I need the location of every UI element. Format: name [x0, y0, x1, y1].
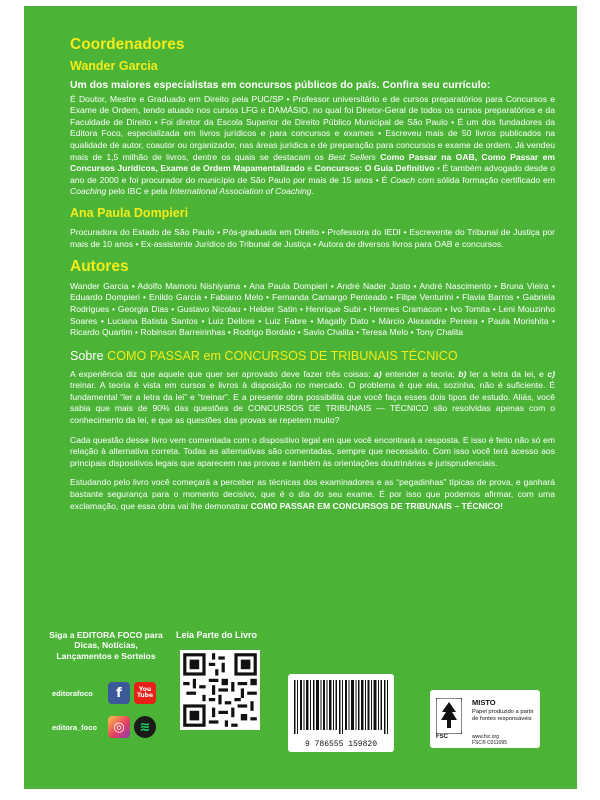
footer: [46, 630, 536, 770]
ana-bio: Procuradora do Estado de São Paulo • Pós-graduada em Direito • Professora do IEDI • Escrevente do Tribunal de Justiça por mais de 10 anos • Ex-assistente Jurídico do Tribunal de Justiça • Autora de diversos livros para OAB e concursos.: [70, 226, 555, 249]
facebook-handle: editorafoco: [52, 688, 93, 698]
follow-label: Siga a EDITORA FOCO para Dicas, Notícias, Lançamentos e Sorteios: [49, 630, 163, 661]
facebook-row[interactable]: [52, 682, 172, 704]
sobre-heading: Sobre COMO PASSAR em CONCURSOS DE TRIBUNAIS TÉCNICO: [70, 348, 458, 363]
qr-code-graphic: [180, 650, 260, 730]
wander-name: Wander Garcia: [70, 58, 158, 73]
fsc-seal: [430, 690, 540, 748]
instagram-handle: editora_foco: [52, 722, 98, 732]
barcode: [288, 674, 394, 752]
autores-heading: Autores: [70, 258, 129, 276]
sobre-paragraph-3: Estudando pelo livro você começará a perceber as técnicas dos examinadores e as “pegadinhas” típicas de prova, e ganhará bastante segurança para o momento decisivo, que é o dia do seu exame. É por isso que podemos afirmar, com uma exclamação, que essa obra vai lhe demonstrar COMO PASSAR EM CONCURSOS DE TRIBUNAIS – TÉCNICO!: [70, 477, 555, 511]
youtube-icon[interactable]: You Tube: [134, 682, 156, 704]
fsc-text: Papel produzido a partir de fontes responsáveis: [472, 709, 534, 723]
ana-name: Ana Paula Dompieri: [70, 205, 189, 220]
qr-code[interactable]: [180, 650, 260, 730]
instagram-icon[interactable]: ◎: [108, 716, 130, 738]
wander-bio: É Doutor, Mestre e Graduado em Direito pela PUC/SP • Professor universitário e de cursos preparatórios para Concursos e Exame de Ordem, tendo atuado nos cursos LFG e DAMÁSIO, no qual foi Diretor-Geral de todos os cursos preparatórios e da Faculdade de Direito • Foi diretor da Escola Superior de Direito Público Municipal de São Paulo • É um dos fundadores da Editora Foco, especializada em livros jurídicos e para concursos e exames • Escreveu mais de 50 livros publicados na qualidade de autor, coautor ou organizador, nas áreas jurídica e de preparação para concursos e exame de ordem. Já vendeu mais de 1,5 milhão de livros, dentre os quais se destacam os Best Sellers Como Passar na OAB, Como Passar em Concursos Jurídicos, Exame de Ordem Mapamentalizado e Concursos: O Guia Definitivo • É também advogado desde o ano de 2000 e foi procurador do município de São Paulo por mais de 15 anos • É Coach com sólida formação certificado em Coaching pelo IBC e pela International Association of Coaching.: [70, 93, 556, 197]
instagram-row[interactable]: [52, 716, 172, 738]
fsc-tree-icon: [436, 698, 462, 734]
wander-lead: Um dos maiores especialistas em concursos públicos do país. Confira seu currículo:: [70, 79, 491, 91]
autores-list: Wander Garcia • Adolfo Mamoru Nishiyama • Ana Paula Dompieri • André Nader Justo • André Nascimento • Bruna Vieira • Eduardo Dompieri • Enildo Garcia • Fabiano Melo • Fernanda Camargo Penteado • Filipe Venturini • Flavia Barros • Gabriela Rodrigues • Georgia Dias • Gustavo Nicolau • Helder Satin • Henrique Subi • Hermes Cramacon • Ivo Tomita • Leni Mouzinho Soares • Luciana Batista Santos • Luiz Dellore • Luiz Fabre • Magally Dato • Márcio Alexandre Pereira • Paula Morishita • Ricardo Quartim • Robinson Barreirinhas • Rodrigo Bordalo • Savio Chalita • Teresa Melo • Tony Chalita: [70, 280, 555, 338]
coordenadores-heading: Coordenadores: [70, 36, 185, 53]
fsc-code: www.fsc.org FSC® C011095: [472, 734, 507, 746]
isbn-number: 9 786555 159820: [304, 740, 377, 749]
qr-label: Leia Parte do Livro: [176, 630, 258, 640]
fsc-label: FSC: [436, 734, 448, 740]
spotify-icon[interactable]: ≋: [134, 716, 156, 738]
facebook-icon[interactable]: f: [108, 682, 130, 704]
sobre-paragraph-2: Cada questão desse livro vem comentada com o dispositivo legal em que você encontrará a resposta. E isso é feito não só em relação à alternativa correta. Todas as alternativas são comentadas, sempre que necessário. Com isso você terá acesso aos principais dispositivos legais que aparecem nas provas e também às orientações doutrinárias e jurisprudenciais.: [70, 434, 555, 468]
fsc-misto: MISTO: [472, 698, 496, 707]
sobre-paragraph-1: A experiência diz que aquele que quer ser aprovado deve fazer três coisas: a) entender a teoria; b) ler a letra da lei, e c) treinar. A teoria é vista em cursos e livros à disposição no mercado. O problema é que ela, sozinha, não é suficiente. É fundamental “ler a letra da lei” e “treinar”. E a presente obra possibilita que você faça esses dois tipos de estudo. Aliás, você sabia que mais de 90% das questões de CONCURSOS DE TRIBUNAIS — TÉCNICO são resolvidas apenas com o conhecimento da lei, e que as questões das provas se repetem muito?: [70, 368, 555, 426]
barcode-bars: [288, 674, 394, 740]
